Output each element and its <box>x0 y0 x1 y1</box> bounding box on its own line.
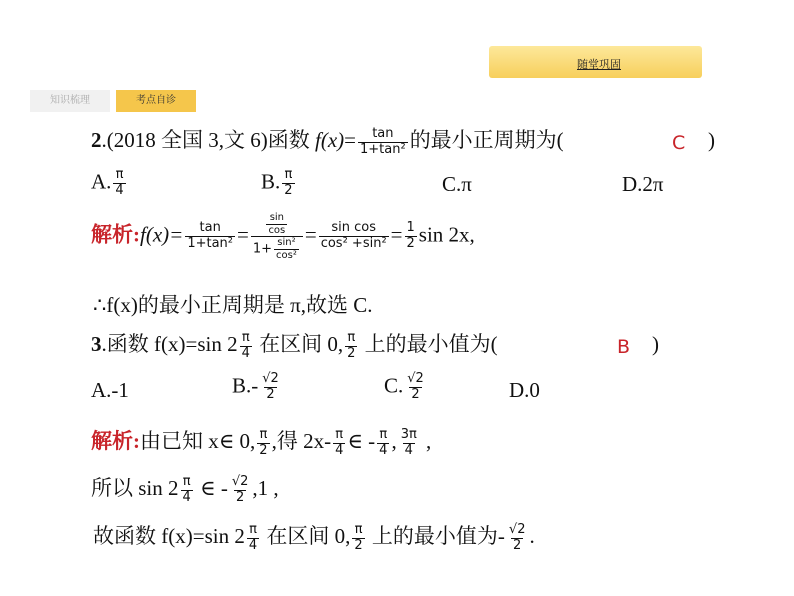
q2-stem-suffix: 的最小正周期为( <box>409 128 564 152</box>
q3-a1-text1: 由已知 x∈ 0, <box>140 429 256 453</box>
q2-options <box>91 168 711 208</box>
q3-a3-frac2-den: 2 <box>354 537 363 553</box>
q3-a1-frac1 <box>257 428 269 459</box>
q3-option-d[interactable]: D.0 <box>509 378 540 402</box>
q3-a1-frac4-den: 4 <box>404 442 413 458</box>
q3-frac2-num: π <box>347 329 356 345</box>
q3-a1-frac2-den: 4 <box>335 442 344 458</box>
q2-frac-num: tan <box>372 125 394 141</box>
q3-a3-frac3-den: 2 <box>513 537 522 553</box>
q2-close: ) <box>708 128 715 152</box>
q3-option-b-label: B.- <box>232 373 259 398</box>
q3-frac2-den: 2 <box>347 345 356 361</box>
q3-frac1-den: 4 <box>241 345 250 361</box>
q3-analysis-line3 <box>93 520 535 554</box>
q3-a3-frac2-num: π <box>354 521 363 537</box>
q3-stem-prefix: .函数 f(x)=sin 2 <box>101 332 238 356</box>
q3-a1-frac3-num: π <box>379 426 388 442</box>
q2-option-b-num: π <box>284 167 293 182</box>
q3-a3-frac1-num: π <box>249 521 257 537</box>
q3-a1-frac1-num: π <box>259 426 268 442</box>
q3-a1-frac3-den: 4 <box>379 442 388 458</box>
q3-a2-frac1-num: π <box>182 473 191 489</box>
q3-option-b-num: √2 <box>262 371 279 386</box>
q3-a2-frac1 <box>181 475 193 506</box>
q3-stem <box>91 328 498 362</box>
q3-a3-text4: . <box>529 524 535 548</box>
q2-analysis-fx: f(x)= <box>140 222 184 247</box>
q2-analysis-frac2-den <box>251 236 303 261</box>
q2-option-a[interactable] <box>91 168 128 199</box>
q2-eq: = <box>344 128 356 152</box>
q3-a1-text2: ,得 2x- <box>271 429 332 453</box>
q3-a1-text3: ∈ - <box>347 429 376 453</box>
q2-analysis-frac2 <box>251 212 303 261</box>
q2-option-a-num: π <box>115 167 124 182</box>
q3-option-a[interactable]: A.-1 <box>91 378 129 402</box>
q3-a1-frac2-num: π <box>335 426 344 442</box>
q2-analysis-frac2-top-den: cos <box>268 224 286 236</box>
q3-a3-frac2 <box>352 523 364 554</box>
q3-a3-frac3 <box>507 523 528 554</box>
q2-analysis-label: 解析: <box>91 222 140 247</box>
q2-option-b[interactable] <box>261 168 297 199</box>
q3-number: 3 <box>91 332 102 356</box>
q3-a2-frac2-num: √2 <box>231 473 249 489</box>
q2-analysis-frac2-inner-top <box>266 212 287 236</box>
q3-a3-frac1-den: 4 <box>248 537 258 553</box>
q3-analysis-line2 <box>91 472 279 506</box>
tab-self-test[interactable]: 考点自诊 <box>116 90 196 112</box>
q3-options <box>91 372 711 416</box>
q3-stem-suffix: 上的最小值为( <box>359 332 498 356</box>
q2-option-b-frac <box>282 168 294 199</box>
q2-analysis-frac1-num: tan <box>199 220 221 236</box>
q2-option-c[interactable]: C.π <box>442 172 472 196</box>
q3-a3-frac1 <box>247 523 259 554</box>
q3-option-c-den: 2 <box>411 386 420 402</box>
q3-a1-frac4 <box>399 428 419 459</box>
q2-option-b-label: B. <box>261 169 281 194</box>
q3-a1-frac3 <box>377 428 389 459</box>
q2-option-a-label: A. <box>91 169 112 194</box>
q2-analysis: 解析:f(x)= $\frac{\tan}{\text{1+tan²}}$ = $\frac{\sin}{\cos}$ 1+ $\frac{\text{sin²}}{\text{cos²}}$ = $\frac{\text{sin cos}}{\text{cos² +sin²}}$ = $\frac{1}{2}$ sin 2x, <box>91 212 475 261</box>
q2-option-b-den: 2 <box>284 182 293 198</box>
q3-a3-text3: 上的最小值为- <box>366 524 505 548</box>
q2-analysis-frac2-den-prefix: 1+ <box>252 241 273 257</box>
q3-a2-frac1-den: 4 <box>182 489 191 505</box>
q2-analysis-frac1 <box>185 221 235 252</box>
q3-frac1 <box>240 331 252 362</box>
q3-a2-text1: 所以 sin 2 <box>91 476 179 500</box>
q3-frac1-num: π <box>241 329 250 345</box>
q2-analysis-frac3-num: sin cos <box>331 220 376 236</box>
q2-analysis-frac3-den: cos² +sin² <box>320 236 387 251</box>
q3-option-c-frac <box>405 372 426 403</box>
q3-a1-text5: , <box>420 429 432 453</box>
q2-frac-den: 1+tan² <box>360 141 406 157</box>
q3-a3-text1: 故函数 f(x)=sin 2 <box>93 524 245 548</box>
q3-a1-frac2 <box>333 428 345 459</box>
q3-option-b-den: 2 <box>266 386 275 402</box>
q3-option-c-num: √2 <box>407 371 424 386</box>
q3-a3-text2: 在区间 0, <box>261 524 351 548</box>
q3-a2-text3: ,1 , <box>252 476 279 500</box>
q2-analysis-frac4 <box>405 221 417 252</box>
q2-option-d[interactable]: D.2π <box>622 172 664 196</box>
q2-analysis-frac1-den: 1+tan² <box>187 236 233 251</box>
banner-label[interactable]: 随堂巩固 <box>577 58 621 71</box>
q3-a2-text2: ∈ - <box>194 476 228 500</box>
q3-frac2 <box>345 331 357 362</box>
q3-a1-frac1-den: 2 <box>259 442 268 458</box>
q3-option-b[interactable] <box>232 372 283 403</box>
q2-analysis-frac4-den: 2 <box>406 236 415 251</box>
q3-a1-text4: , <box>391 429 397 453</box>
q3-option-c-label: C. <box>384 373 404 398</box>
q2-stem-prefix: .(2018 全国 3,文 6)函数 <box>101 128 315 152</box>
q2-fx: f(x) <box>315 128 345 152</box>
q2-analysis-frac2-bottom-den: cos² <box>276 249 297 261</box>
q2-number: 2 <box>91 128 102 152</box>
q3-analysis-line1 <box>91 425 431 459</box>
q2-conclusion: ∴f(x)的最小正周期是 π,故选 C. <box>93 293 373 317</box>
q2-analysis-frac2-inner-bottom <box>274 237 299 261</box>
q2-analysis-tail: sin 2x, <box>418 222 475 247</box>
q2-stem <box>91 124 564 158</box>
q2-fraction <box>358 127 408 158</box>
q2-analysis-frac2-bottom-num: sin² <box>277 237 296 248</box>
q2-option-a-den: 4 <box>115 182 124 198</box>
q3-a3-frac3-num: √2 <box>508 521 526 537</box>
q3-option-c[interactable] <box>384 372 428 403</box>
tab-knowledge[interactable]: 知识梳理 <box>30 90 110 112</box>
q3-analysis-label: 解析: <box>91 429 140 453</box>
q3-a2-frac2 <box>230 475 251 506</box>
q3-a1-frac4-num: 3π <box>400 426 417 442</box>
q2-answer: C <box>672 132 686 154</box>
q2-analysis-frac3 <box>319 221 389 252</box>
q2-analysis-frac4-num: 1 <box>406 220 415 236</box>
q2-analysis-frac2-num <box>262 212 291 236</box>
q3-stem-mid: 在区间 0, <box>253 332 344 356</box>
q3-a2-frac2-den: 2 <box>235 489 245 505</box>
q2-analysis-frac2-top-num: sin <box>269 212 285 223</box>
q3-answer: B <box>617 336 631 358</box>
q3-option-b-frac <box>260 372 281 403</box>
q2-option-a-frac <box>113 168 125 199</box>
q3-close: ) <box>652 332 659 356</box>
